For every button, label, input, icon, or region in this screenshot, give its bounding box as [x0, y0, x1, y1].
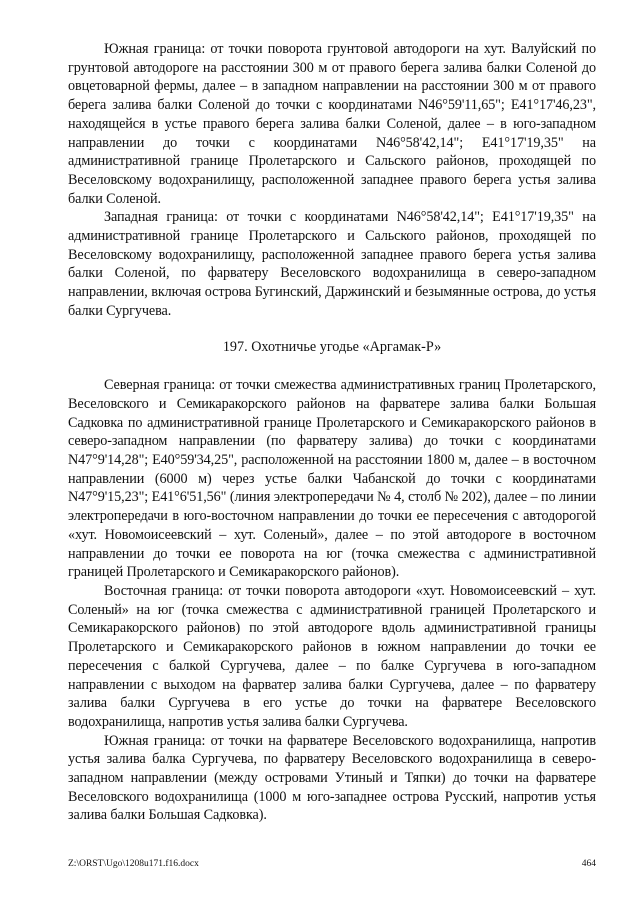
paragraph-west-border: Западная граница: от точки с координатами N46°58'42,14"; E41°17'19,35" на административной границе Пролетарского и Сальского районов, проходящей по Веселовскому водохранилищу, расположенной западнее правого берега устья залива балки Соленой, по фарватеру Веселовского водохранилища в северо-западном направлении, включая острова Бугинский, Даржинский и безымянные острова, до устья балки Сургучева.: [68, 209, 596, 319]
paragraph-east-border: Восточная граница: от точки поворота автодороги «хут. Новомоисеевский – хут. Соленый» на юг (точка смежества с административной границей Пролетарского и Семикаракорского районов) по этой автодороге вдоль административной границы Пролетарского и Семикаракорского районов в южном направлении до точки ее пересечения с балкой Сургучева, далее – по балке Сургучева в юго-западном направлении с выходом на фарватер залива балки Сургучева, далее – по фарватеру залива балки Сургучева в его устье до точки на фарватере Веселовского водохранилища, напротив устья залива балки Сургучева.: [68, 582, 596, 730]
section-title: 197. Охотничье угодье «Аргамак-Р»: [222, 338, 442, 355]
paragraph-north-border: Северная граница: от точки смежества административных границ Пролетарского, Веселовского и Семикаракорского районов на фарватере залива балки Большая Садковка по административной границе Пролетарского и Семикаракорского районов в северо-западном направлении (по фарватеру залива) до точки с координатами N47°9'14,28"; E40°59'34,25", расположенной на расстоянии 1800 м, далее – в восточном направлении (6000 м) через устье балки Чабанской до точки с координатами N47°9'15,23"; E41°6'51,56" (линия электропередачи № 4, столб № 202), далее – по линии электропередачи в юго-восточном направлении до точки ее пересечения с автодорогой «хут. Новомоисеевский – хут. Соленый», далее – по этой автодороге в восточном направлении до точки ее поворота на юг (точка смежества с административной границей Пролетарского и Семикаракорского районов).: [68, 377, 596, 581]
paragraph-south-border-1: Южная граница: от точки поворота грунтовой автодороги на хут. Валуйский по грунтовой автодороге на расстоянии 300 м от правого берега залива балки Соленой до овцетоварной фермы, далее – в западном направлении на расстоянии 300 м от правого берега залива балки Соленой до точки с координатами N46°59'11,65"; E41°17'46,23", находящейся в устье правого берега залива балки Соленой, далее – в юго-западном направлении до точки с координатами N46°58'42,14"; E41°17'19,35" на административной границе Пролетарского и Сальского районов, проходящей по Веселовскому водохранилищу, расположенной западнее правого берега устья залива балки Соленой.: [68, 41, 596, 207]
paragraph-south-border-2: Южная граница: от точки на фарватере Веселовского водохранилища, напротив устья залива балка Сургучева, по фарватеру Веселовского водохранилища в северо-западном направлении (между островами Утиный и Тяпки) до точки на фарватере Веселовского водохранилища (1000 м юго-западнее острова Русский, напротив устья залива балки Большая Садковка).: [68, 732, 596, 824]
footer-file-path: Z:\ORST\Ugo\1208u171.f16.docx: [68, 859, 199, 869]
footer-page-number: 464: [581, 859, 596, 869]
document-body: [68, 40, 596, 825]
